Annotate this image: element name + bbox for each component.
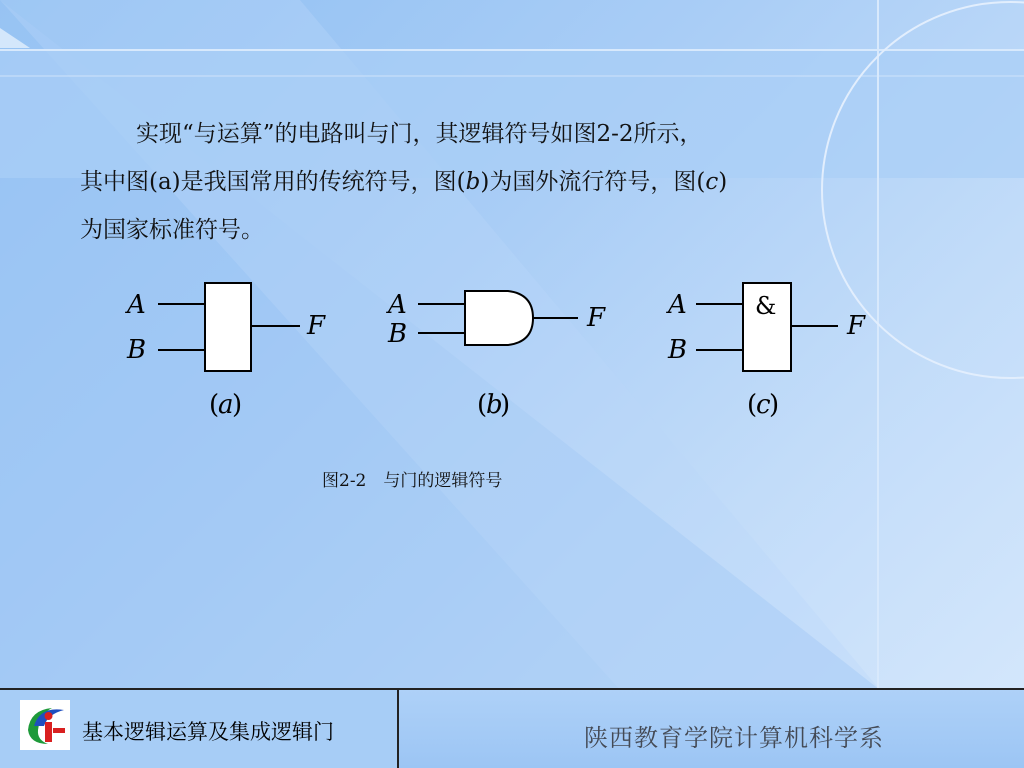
paragraph-line-3: 为国家标准符号。: [80, 217, 264, 243]
college-logo-icon: [20, 700, 70, 750]
paragraph-italic-c: c: [705, 169, 719, 195]
paragraph-line-1: [80, 110, 910, 158]
gate-a: [158, 283, 300, 371]
paragraph-line-2-text-b: )为国外流行符号，图(: [480, 169, 706, 195]
paragraph-line-2-text-a: 其中图(a)是我国常用的传统符号，图(: [80, 169, 466, 195]
gate-b-label-b: B: [388, 319, 408, 349]
gate-b-caption-close: ): [500, 390, 511, 420]
gate-b-label-f: F: [587, 303, 606, 333]
figure-caption: 图2-2 与门的逻辑符号: [322, 471, 503, 491]
footer-course-box: [0, 690, 399, 768]
gate-b-caption-open: (: [477, 390, 488, 420]
gate-c-caption: c: [756, 390, 771, 420]
course-title: 基本逻辑运算及集成逻辑门: [82, 720, 334, 744]
gate-b-caption: b: [486, 390, 503, 420]
gate-b-body: [465, 291, 533, 345]
gate-a-body: [205, 283, 251, 371]
and-gate-diagram: [0, 270, 1024, 440]
department-name: 陕西教育学院计算机科学系: [584, 724, 884, 752]
gate-a-caption-open: (: [209, 390, 220, 420]
gate-a-label-a: A: [127, 290, 146, 320]
gate-a-label-b: B: [127, 335, 147, 365]
gate-a-caption: a: [218, 390, 234, 420]
gate-c-caption-close: ): [769, 390, 780, 420]
footer-bar: [0, 688, 1024, 768]
paragraph-line-2: [80, 158, 910, 206]
paragraph-line-1-text: 实现“与运算”的电路叫与门，其逻辑符号如图2-2所示，: [136, 121, 703, 147]
gate-a-label-f: F: [307, 311, 326, 341]
gate-c-label-a: A: [668, 290, 687, 320]
gate-c-label-b: B: [668, 335, 688, 365]
gate-c-and-symbol: &: [755, 292, 777, 320]
paragraph-line-2-text-c: ): [718, 169, 728, 195]
gate-b: [418, 291, 578, 345]
paragraph-italic-b: b: [465, 169, 481, 195]
gate-c-caption-open: (: [747, 390, 758, 420]
gate-b-label-a: A: [388, 290, 407, 320]
gate-c-label-f: F: [847, 311, 866, 341]
gate-a-caption-close: ): [232, 390, 243, 420]
body-paragraph: [80, 110, 910, 254]
